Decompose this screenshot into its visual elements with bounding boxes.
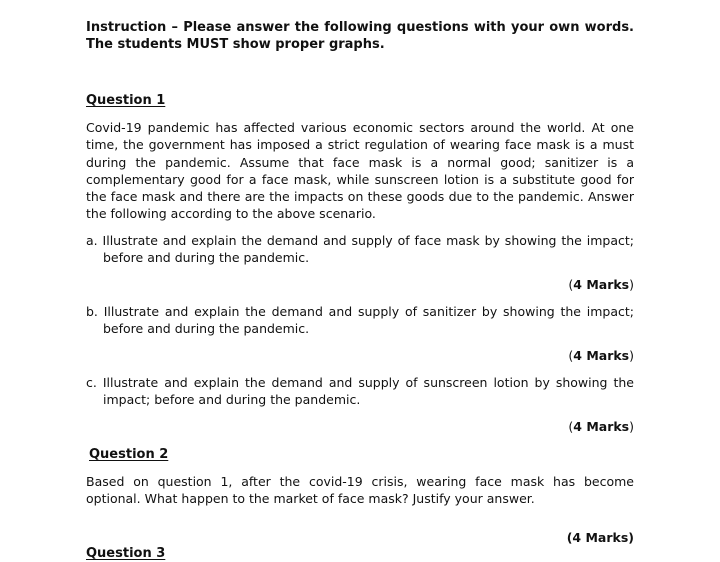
instruction-text: Instruction – Please answer the following questions with your own words. The students MUST show proper graphs. [86, 20, 634, 52]
question-1-part-b-marks: (4 Marks) [568, 348, 634, 363]
question-1-heading: Question 1 [86, 93, 166, 108]
question-1-part-a-marks: (4 Marks) [568, 277, 634, 292]
question-3-heading: Question 3 [86, 546, 166, 561]
question-1-part-c: c. Illustrate and explain the demand and supply of sunscreen lotion by showing the impact; before and during the pandemic. [86, 375, 634, 408]
question-2-marks: (4 Marks) [566, 530, 634, 545]
question-1-part-a: a. Illustrate and explain the demand and supply of face mask by showing the impact; before and during the pandemic. [86, 233, 634, 266]
question-1-part-b: b. Illustrate and explain the demand and supply of sanitizer by showing the impact; before and during the pandemic. [86, 304, 634, 337]
question-1-scenario: Covid-19 pandemic has affected various economic sectors around the world. At one time, the government has imposed a strict regulation of wearing face mask is a must during the pandemic. Assume that face mask is a normal good; sanitizer is a complementary good for a face mask, while sunscreen lotion is a substitute good for the face mask and there are the impacts on these goods due to the pandemic. Answer the following according to the above scenario. [86, 120, 634, 222]
question-1-part-c-marks: (4 Marks) [568, 419, 634, 434]
question-2-text: Based on question 1, after the covid-19 crisis, wearing face mask has become optional. What happen to the market of face mask? Justify your answer. [86, 474, 634, 507]
question-2-heading: Question 2 [89, 447, 169, 462]
